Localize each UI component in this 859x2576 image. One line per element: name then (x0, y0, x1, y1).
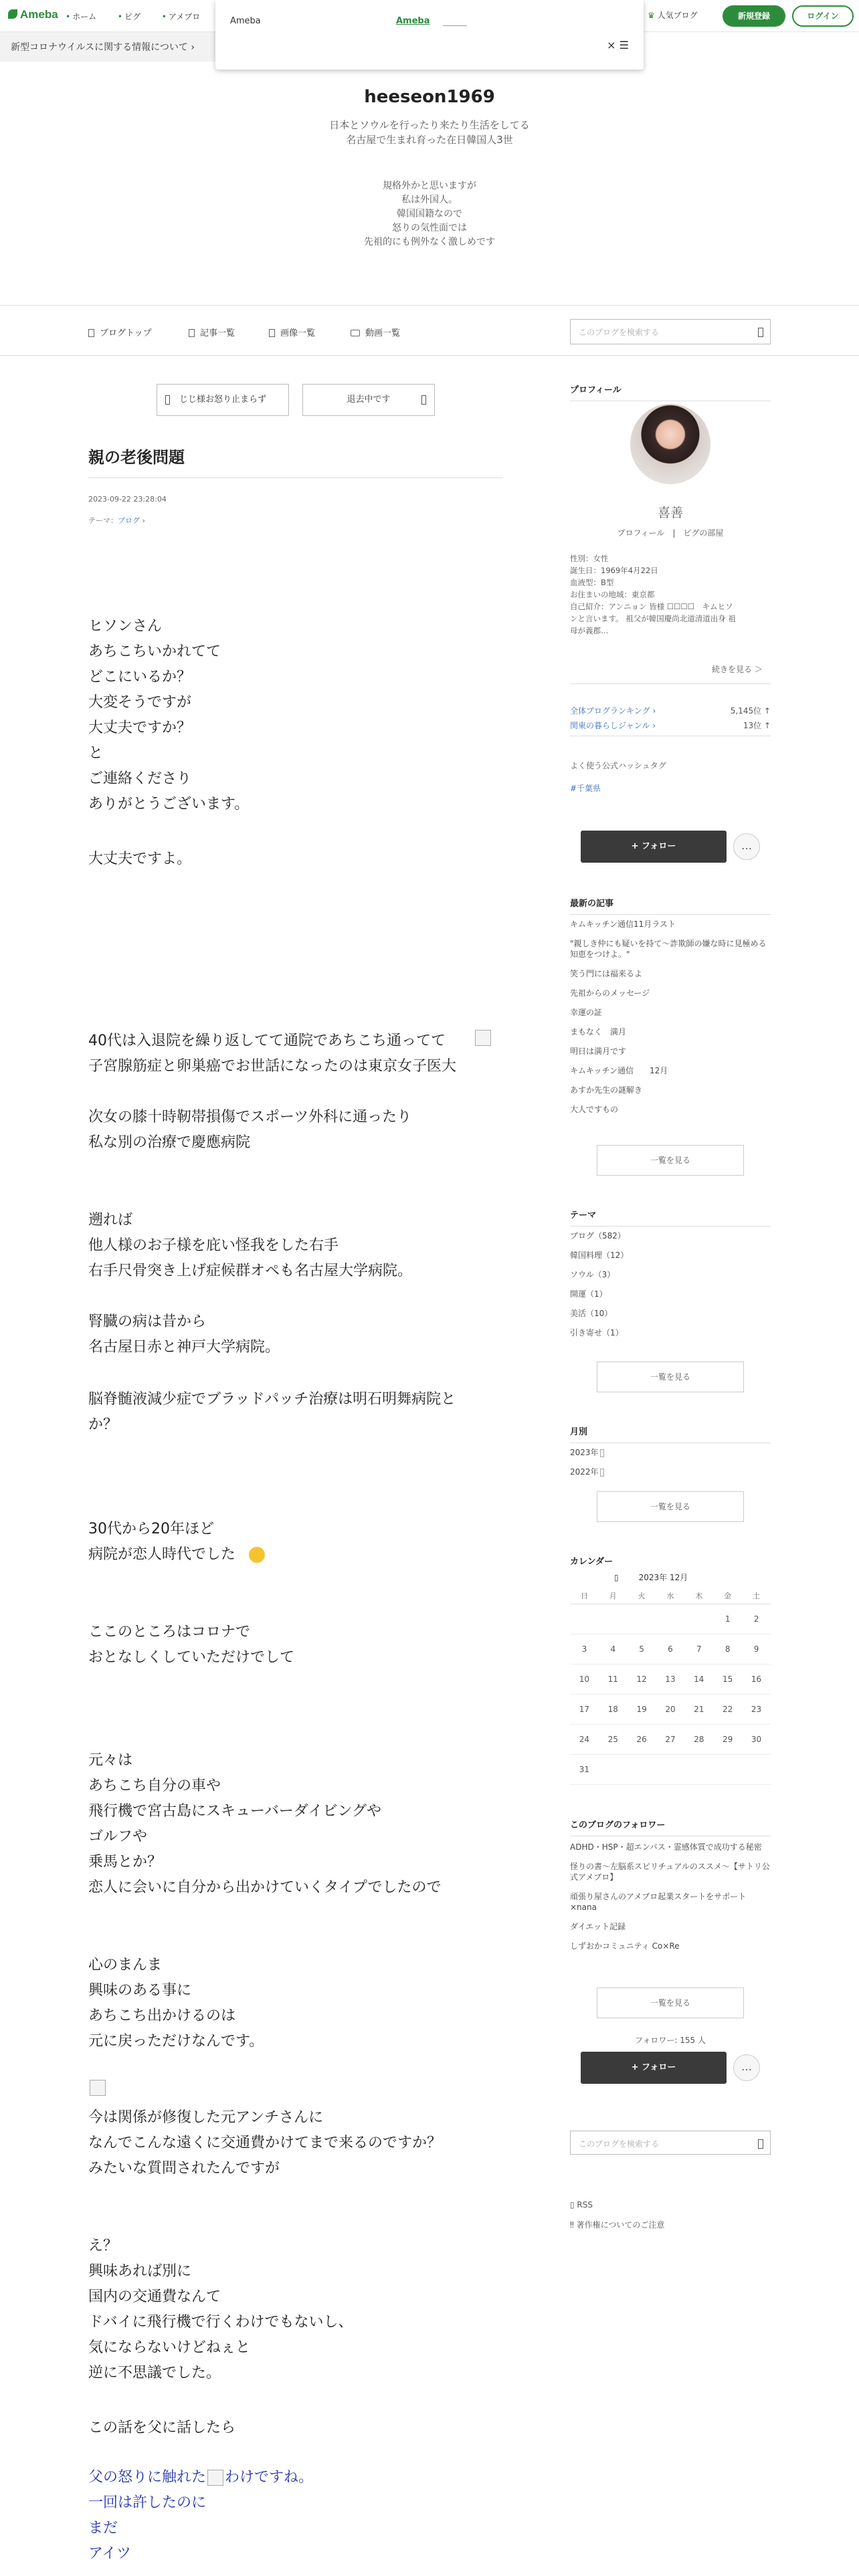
blue-line: 一回は許したのに (88, 2494, 207, 2511)
article-paragraph (88, 2105, 442, 2181)
recent-articles (570, 919, 771, 1123)
calendar-day (570, 1604, 599, 1634)
recent-article-link[interactable]: キムキッチン通信 12月 (570, 1066, 668, 1075)
profile-link[interactable]: プロフィール (617, 528, 665, 538)
chevron-left-icon (165, 395, 170, 405)
chevron-right-icon (421, 395, 426, 405)
popover-close-icon[interactable]: × ☰ (607, 39, 629, 51)
calendar-day[interactable]: 27 (656, 1724, 685, 1754)
weekday-label: 日 (570, 1588, 599, 1604)
article-title[interactable]: 親の老後問題 (88, 448, 185, 467)
calendar-day[interactable]: 10 (570, 1664, 599, 1694)
article-paragraph (88, 614, 249, 817)
theme-link[interactable]: ブログ (118, 516, 140, 525)
article-line: 気にならないけどねぇと (88, 2339, 251, 2356)
calendar-day[interactable]: 12 (628, 1664, 656, 1694)
theme-list-all-button[interactable]: 一覧を見る (597, 1362, 744, 1392)
article-paragraph (88, 2234, 353, 2386)
overall-rank[interactable]: 全体ブログランキング › 5,145位 ↑ (570, 706, 771, 716)
broken-image-icon (207, 2470, 223, 2486)
article-paragraph (88, 2416, 235, 2441)
calendar-day (656, 1754, 685, 1784)
crown-icon: ♛ (648, 11, 655, 20)
article-line: ヒソンさん (88, 618, 163, 635)
pigg-room-link[interactable]: ピグの部屋 (683, 528, 724, 538)
calendar-day[interactable]: 5 (628, 1634, 656, 1664)
recent-article-link[interactable]: "親しき仲にも疑いを持て〜詐欺師の嫌な時に見極める知恵をつけよ。" (570, 939, 767, 959)
calendar-day (684, 1604, 713, 1634)
follower-list (570, 1842, 771, 1960)
weekday-label: 木 (684, 1588, 713, 1604)
calendar-day[interactable]: 9 (742, 1634, 771, 1664)
popover-underline (443, 25, 467, 26)
calendar-day[interactable]: 11 (599, 1664, 628, 1694)
more-options-icon[interactable]: … (733, 833, 760, 860)
recent-article-link[interactable]: 先祖からのメッセージ (570, 988, 650, 998)
article-blue-text (88, 2465, 313, 2567)
hashtag-heading: よく使う公式ハッシュタグ (570, 761, 666, 770)
article-line: 遡れば (88, 1212, 133, 1228)
calendar-day (628, 1754, 656, 1784)
monthly-list-all-button[interactable]: 一覧を見る (597, 1491, 744, 1522)
calendar-day[interactable]: 24 (570, 1724, 599, 1754)
month-link[interactable]: 2023年 (570, 1447, 771, 1458)
follower-count: フォロワー: 155 人 (635, 2036, 706, 2045)
calendar-day[interactable]: 6 (656, 1634, 685, 1664)
calendar-nav (570, 1572, 771, 1583)
rank-divider (570, 683, 771, 684)
follower-blog-link[interactable]: 怪りの書〜左脳系スピリチュアルのススメ〜【サトリ公式アメブロ】 (570, 1862, 770, 1882)
article-line: 名古屋日赤と神戸大学病院。 (88, 1339, 280, 1356)
article-line: この話を父に話したら (88, 2420, 236, 2436)
recent-list-all-button[interactable]: 一覧を見る (597, 1145, 744, 1176)
article-paragraph (88, 1105, 411, 1156)
calendar-day[interactable]: 31 (570, 1754, 599, 1784)
article-line: 30代から20年ほど (88, 1521, 214, 1537)
chevron-icon (600, 1449, 604, 1457)
month-link[interactable]: 2022年 (570, 1467, 771, 1477)
article-line: ご連絡くださり (88, 770, 192, 787)
covid-notice-link[interactable]: 新型コロナウイルスに関する情報について › (0, 32, 215, 62)
calendar-day[interactable]: 16 (742, 1664, 771, 1694)
popover-label: Ameba (230, 16, 261, 26)
image-icon (269, 329, 275, 337)
theme-link[interactable]: ブログ（582） (570, 1231, 626, 1241)
video-icon (351, 330, 360, 336)
calendar-day[interactable]: 28 (684, 1724, 713, 1754)
article-line: ドバイに飛行機で行くわけでもないし、 (88, 2314, 353, 2331)
profile-links: プロフィール | ピグの部屋 (617, 528, 724, 538)
profile-info: 性別：女性 誕生日：1969年4月22日 血液型：B型 お住まいの地域：東京都 自己紹介：アンニョン 皆様 ☐☐☐☐ キムヒソ ンと言います。 祖父が韓国慶尚北道清道出身 祖 母が義郡… (570, 554, 736, 635)
calendar-day (684, 1754, 713, 1784)
nav-home[interactable]: • ホーム (66, 12, 97, 21)
broken-image-icon (90, 2080, 106, 2096)
article-line: なんでこんな遠くに交通費かけてまで来るのですか？ (88, 2135, 442, 2151)
article-paragraph (88, 1953, 264, 2054)
article-line: 大変そうですが (88, 694, 192, 711)
search-icon[interactable] (758, 2139, 763, 2149)
article-line: 他人様のお子様を庇い怪我をした右手 (88, 1237, 339, 1254)
calendar-day (628, 1604, 656, 1634)
blog-nav (0, 305, 859, 356)
rss-link[interactable]: ▯ RSS (570, 2200, 593, 2210)
article-line: 40代は入退院を繰り返してて通院であちこち通ってて (88, 1033, 446, 1049)
recent-article-link[interactable]: 幸運の証 (570, 1008, 603, 1017)
blog-search-input[interactable]: このブログを検索する (570, 319, 771, 344)
genre-rank[interactable]: 関東の暮らしジャンル › 13位 ↑ (570, 721, 771, 730)
nav-video-list[interactable]: 動画一覧 (351, 326, 400, 338)
article-line: 右手尺骨突き上げ症候群オペも名古屋大学病院。 (88, 1263, 413, 1279)
nav-article-list[interactable]: 記事一覧 (189, 326, 235, 338)
calendar-day[interactable]: 18 (599, 1694, 628, 1724)
article-paragraph (88, 1029, 456, 1079)
more-options-icon[interactable]: … (733, 2054, 760, 2081)
article-paragraph (88, 1748, 442, 1901)
theme-list (570, 1230, 771, 1347)
article-line: 飛行機で宮古島にスキューバーダイビングや (88, 1803, 382, 1820)
hashtag-link[interactable]: #千葉県 (570, 784, 601, 793)
article-line: 心のまんま (88, 1957, 163, 1973)
calendar-day[interactable]: 8 (713, 1634, 742, 1664)
monthly-list (570, 1447, 771, 1486)
article-line: どこにいるか？ (88, 669, 192, 685)
article-line: 興味あれば別に (88, 2263, 192, 2280)
theme-link[interactable]: ソウル（3） (570, 1270, 615, 1279)
calendar-day[interactable]: 21 (684, 1694, 713, 1724)
search-icon[interactable] (758, 328, 763, 337)
page-icon (88, 329, 94, 337)
calendar-day[interactable]: 25 (599, 1724, 628, 1754)
theme-link[interactable]: 美活（10） (570, 1309, 613, 1318)
calendar-day[interactable]: 19 (628, 1694, 656, 1724)
article-theme: テーマ：ブログ › (88, 516, 145, 525)
article-paragraph (88, 1620, 294, 1671)
profile-avatar[interactable] (630, 404, 710, 484)
article-line: みたいな質問されたんですが (88, 2160, 280, 2177)
calendar-month: 2023年 12月 (638, 1573, 688, 1582)
calendar-day (656, 1604, 685, 1634)
article-paragraph (88, 1208, 412, 1284)
article-line: 今は関係が修復した元アンチさんに (88, 2109, 324, 2126)
prev-article-button[interactable]: じじ様お怒り止まらず (157, 384, 289, 416)
calendar-day[interactable]: 23 (742, 1694, 771, 1724)
nav-blog-top[interactable]: ブログトップ (88, 326, 152, 338)
calendar-day[interactable]: 20 (656, 1694, 685, 1724)
weekday-label: 火 (628, 1588, 656, 1604)
article-line: 病院が恋人時代でした (88, 1546, 236, 1563)
article-line: 恋人に会いに自分から出かけていくタイプでしたので (88, 1879, 442, 1896)
chevron-icon (600, 1469, 604, 1477)
recent-article-link[interactable]: まもなく 満月 (570, 1027, 627, 1037)
calendar-day[interactable]: 15 (713, 1664, 742, 1694)
calendar-day (599, 1604, 628, 1634)
calendar-day[interactable]: 26 (628, 1724, 656, 1754)
recent-article-link[interactable]: 大人ですもの (570, 1105, 619, 1114)
rss-icon: ▯ (570, 2200, 577, 2210)
article-line: 大丈夫ですよ。 (88, 851, 192, 867)
article-line: 私な別の治療で慶應病院 (88, 1134, 251, 1151)
article-line: あちこち出かけるのは (88, 2008, 236, 2024)
profile-heading: プロフィール (570, 383, 771, 401)
profile-name[interactable]: 喜善 (657, 506, 683, 520)
blog-title[interactable]: heeseon1969 (364, 87, 495, 107)
theme-link[interactable]: 韓国料理（12） (570, 1251, 629, 1260)
calendar-day[interactable]: 4 (599, 1634, 628, 1664)
broken-image-icon (475, 1030, 491, 1046)
article-line: ここのところはコロナで (88, 1624, 251, 1640)
article-line: 国内の交通費なんて (88, 2288, 221, 2305)
ad-popover (215, 0, 644, 70)
recent-article-link[interactable]: 笑う門には福来るよ (570, 969, 643, 978)
follower-blog-link[interactable]: ダイエット記録 (570, 1922, 626, 1931)
followers-heading: このブログのフォロワー (570, 1818, 771, 1836)
blog-intro: 規格外かと思いますが 私は外国人。 韓国国籍なので 怒りの気性面では 先祖的にも例外なく激しめです (364, 181, 495, 247)
recent-article-link[interactable]: キムキッチン通信11月ラスト (570, 920, 676, 929)
article-line: 乗馬とか？ (88, 1854, 163, 1870)
calendar-prev-icon[interactable]: ▯ (614, 1573, 619, 1582)
calendar (570, 1588, 771, 1785)
calendar-day[interactable]: 29 (713, 1724, 742, 1754)
article-line: と (88, 745, 104, 762)
article-line: ありがとうございます。 (88, 796, 250, 813)
calendar-day (713, 1754, 742, 1784)
register-button[interactable]: 新規登録 (723, 5, 785, 27)
blue-line: まだ (88, 2520, 118, 2537)
next-article-button[interactable]: 退去中です (302, 384, 435, 416)
copyright-link[interactable]: ‼ 著作権についてのご注意 (570, 2220, 665, 2230)
article-line: 元に戻っただけなんです。 (88, 2033, 264, 2050)
calendar-day (742, 1754, 771, 1784)
calendar-day[interactable]: 1 (713, 1604, 742, 1634)
list-icon (189, 329, 195, 337)
leaf-icon (8, 9, 17, 19)
emoji-icon (249, 1547, 265, 1563)
article-line: 大丈夫ですか？ (88, 720, 192, 736)
nav-ameblo[interactable]: • アメブロ (161, 12, 201, 21)
recent-heading: 最新の記事 (570, 896, 771, 915)
follower-blog-link[interactable]: 頑張り屋さんのアメブロ起業スタートをサポート×nana (570, 1892, 747, 1912)
follow-button[interactable]: + フォロー (581, 831, 727, 863)
weekday-label: 月 (599, 1588, 628, 1604)
article-paragraph (88, 1309, 280, 1360)
calendar-day[interactable]: 14 (684, 1664, 713, 1694)
article-line: 腎臓の病は昔から (88, 1313, 207, 1330)
theme-heading: テーマ (570, 1208, 771, 1226)
ameba-logo[interactable]: Ameba (8, 8, 58, 21)
recent-article-link[interactable]: 明日は満月です (570, 1047, 627, 1056)
calendar-day[interactable]: 2 (742, 1604, 771, 1634)
weekday-label: 土 (742, 1588, 771, 1604)
title-divider (88, 477, 503, 478)
calendar-day[interactable]: 3 (570, 1634, 599, 1664)
article-line: あちこちいかれてて (88, 643, 221, 660)
blue-line: アイツ (88, 2545, 132, 2562)
article-date: 2023-09-22 23:28:04 (88, 495, 167, 504)
blog-description: 日本とソウルを行ったり来たり生活をしてる 名古屋で生まれ育った在日韓国人3世 (329, 119, 530, 146)
login-button[interactable]: ログイン (792, 5, 854, 27)
follower-blog-link[interactable]: しずおかコミュニティ Co×Re (570, 1941, 680, 1951)
article-line: 脳脊髄液減少症でブラッドパッチ治療は明石明舞病院と (88, 1391, 456, 1408)
theme-link[interactable]: 引き寄せ（1） (570, 1328, 624, 1337)
article-paragraph (88, 1517, 235, 1568)
calendar-day[interactable]: 17 (570, 1694, 599, 1724)
nav-image-list[interactable]: 画像一覧 (269, 326, 315, 338)
sidebar-search-input[interactable]: このブログを検索する (570, 2131, 771, 2155)
popover-link[interactable]: Ameba (396, 16, 430, 26)
monthly-heading: 月別 (570, 1424, 771, 1443)
article-paragraph (88, 1387, 456, 1438)
article-line: 逆に不思議でした。 (88, 2365, 221, 2381)
calendar-day[interactable]: 22 (713, 1694, 742, 1724)
calendar-day[interactable]: 30 (742, 1724, 771, 1754)
calendar-day (599, 1754, 628, 1784)
follower-blog-link[interactable]: ADHD・HSP・超エンパス・霊感体質で成功する秘密 (570, 1842, 762, 1852)
blue-line: 父の怒りに触れた わけですね。 (88, 2469, 314, 2486)
article-paragraph (88, 847, 191, 872)
article-line: 興味のある事に (88, 1982, 192, 1999)
theme-link[interactable]: 開運（1） (570, 1289, 607, 1299)
article-line: ゴルフや (88, 1828, 148, 1845)
calendar-day[interactable]: 13 (656, 1664, 685, 1694)
article-line: 次女の膝十時靭帯損傷でスポーツ外科に通ったり (88, 1109, 412, 1125)
article-line: か？ (88, 1416, 118, 1433)
article-line: 元々は (88, 1752, 133, 1769)
calendar-day[interactable]: 7 (684, 1634, 713, 1664)
nav-pigg[interactable]: • ピグ (117, 12, 141, 21)
article-line: あちこち自分の車や (88, 1778, 221, 1794)
article-line: 子宮腺筋症と卵巣癌でお世話になったのは東京女子医大 (88, 1058, 457, 1075)
popular-blog-link[interactable]: ♛ 人気ブログ (648, 11, 698, 20)
calendar-heading: カレンダー (570, 1557, 613, 1567)
weekday-label: 水 (656, 1588, 685, 1604)
follow-button-bottom[interactable]: + フォロー (581, 2052, 727, 2084)
global-nav (66, 11, 219, 22)
followers-list-all-button[interactable]: 一覧を見る (597, 1988, 744, 2018)
read-more-link[interactable]: 続きを見る ＞ (712, 665, 763, 674)
article-line: おとなしくしていただけでして (88, 1649, 295, 1666)
copyright-icon: ‼ (570, 2220, 577, 2230)
article-line: え？ (88, 2238, 118, 2254)
recent-article-link[interactable]: あすか先生の謎解き (570, 1085, 643, 1095)
weekday-label: 金 (713, 1588, 742, 1604)
